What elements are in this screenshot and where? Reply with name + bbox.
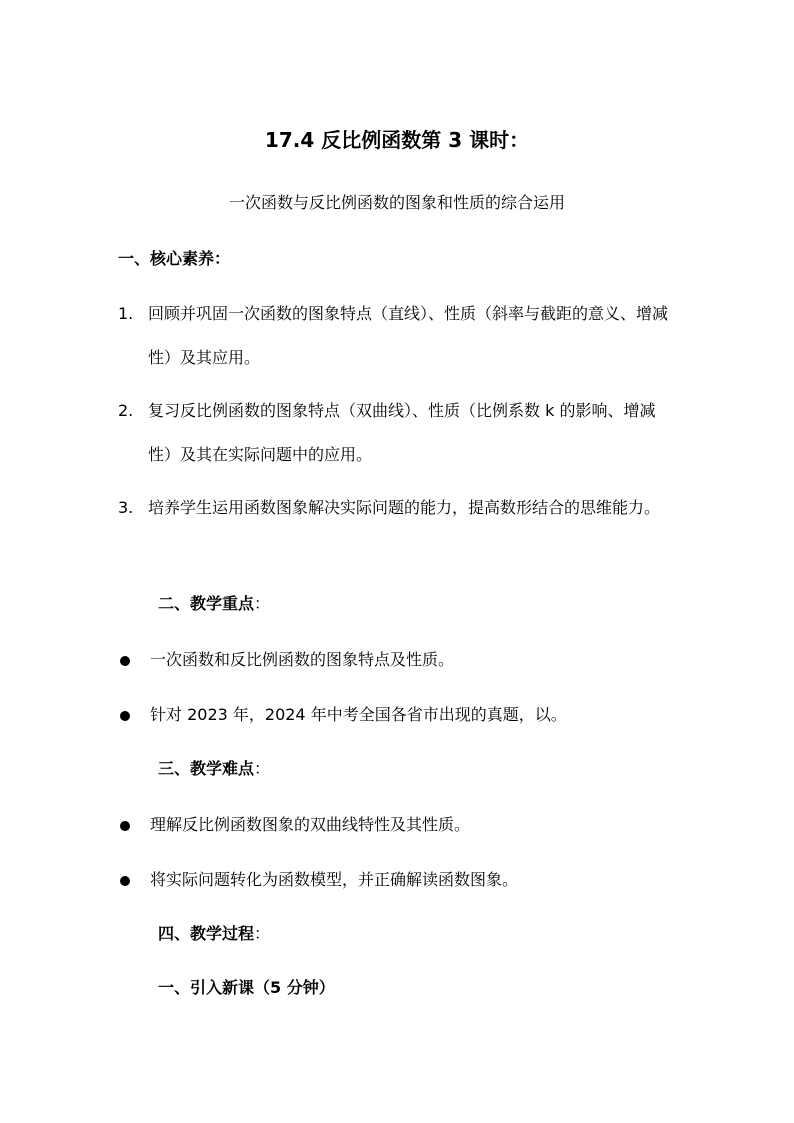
section-heading-text: 三、教学难点	[158, 759, 255, 778]
bullet-icon	[120, 656, 130, 666]
literacy-item-2	[118, 389, 678, 477]
section-heading-colon: ：	[254, 924, 271, 943]
bullet-text: 针对 2023 年，2024 年中考全国各省市出现的真题，以。	[150, 705, 567, 724]
bullet-text: 理解反比例函数图象的双曲线特性及其性质。	[150, 815, 471, 834]
section-heading-text: 二、教学重点	[158, 594, 255, 613]
item-number: 1.	[118, 304, 134, 323]
literacy-item-1	[118, 292, 678, 380]
section-heading-text: 四、教学过程	[158, 924, 255, 943]
key-point-item-2	[118, 704, 698, 726]
difficulty-item-1	[118, 814, 698, 836]
section-heading-literacy	[118, 248, 230, 270]
page-title: 17.4 反比例函数第 3 课时：	[264, 128, 530, 152]
item-text: 培养学生运用函数图象解决实际问题的能力，提高数形结合的思维能力。	[148, 498, 661, 517]
page-subtitle: 一次函数与反比例函数的图象和性质的综合运用	[228, 193, 565, 212]
key-point-item-1	[118, 649, 698, 671]
literacy-item-3	[118, 486, 678, 530]
bullet-text: 一次函数和反比例函数的图象特点及性质。	[150, 650, 455, 669]
section-heading-process	[158, 923, 270, 945]
section-heading-colon: ：	[254, 594, 271, 613]
section-heading-difficulties	[158, 758, 270, 780]
bullet-icon	[120, 876, 130, 886]
item-text: 复习反比例函数的图象特点（双曲线）、性质（比例系数 k 的影响、增减性）及其在实际问题中的应用。	[148, 401, 656, 464]
section-heading-key-points	[158, 593, 270, 615]
section-heading-colon: ：	[254, 759, 271, 778]
section-heading-intro	[158, 977, 335, 999]
bullet-icon	[120, 821, 130, 831]
bullet-text: 将实际问题转化为函数模型，并正确解读函数图象。	[150, 870, 519, 889]
difficulty-item-2	[118, 869, 698, 891]
section-heading-text: 一、引入新课（5 分钟）	[158, 978, 335, 997]
section-heading-text: 一、核心素养：	[118, 249, 231, 268]
bullet-icon	[120, 711, 130, 721]
item-number: 3.	[118, 498, 134, 517]
item-number: 2.	[118, 401, 134, 420]
item-text: 回顾并巩固一次函数的图象特点（直线）、性质（斜率与截距的意义、增减性）及其应用。	[148, 304, 669, 367]
